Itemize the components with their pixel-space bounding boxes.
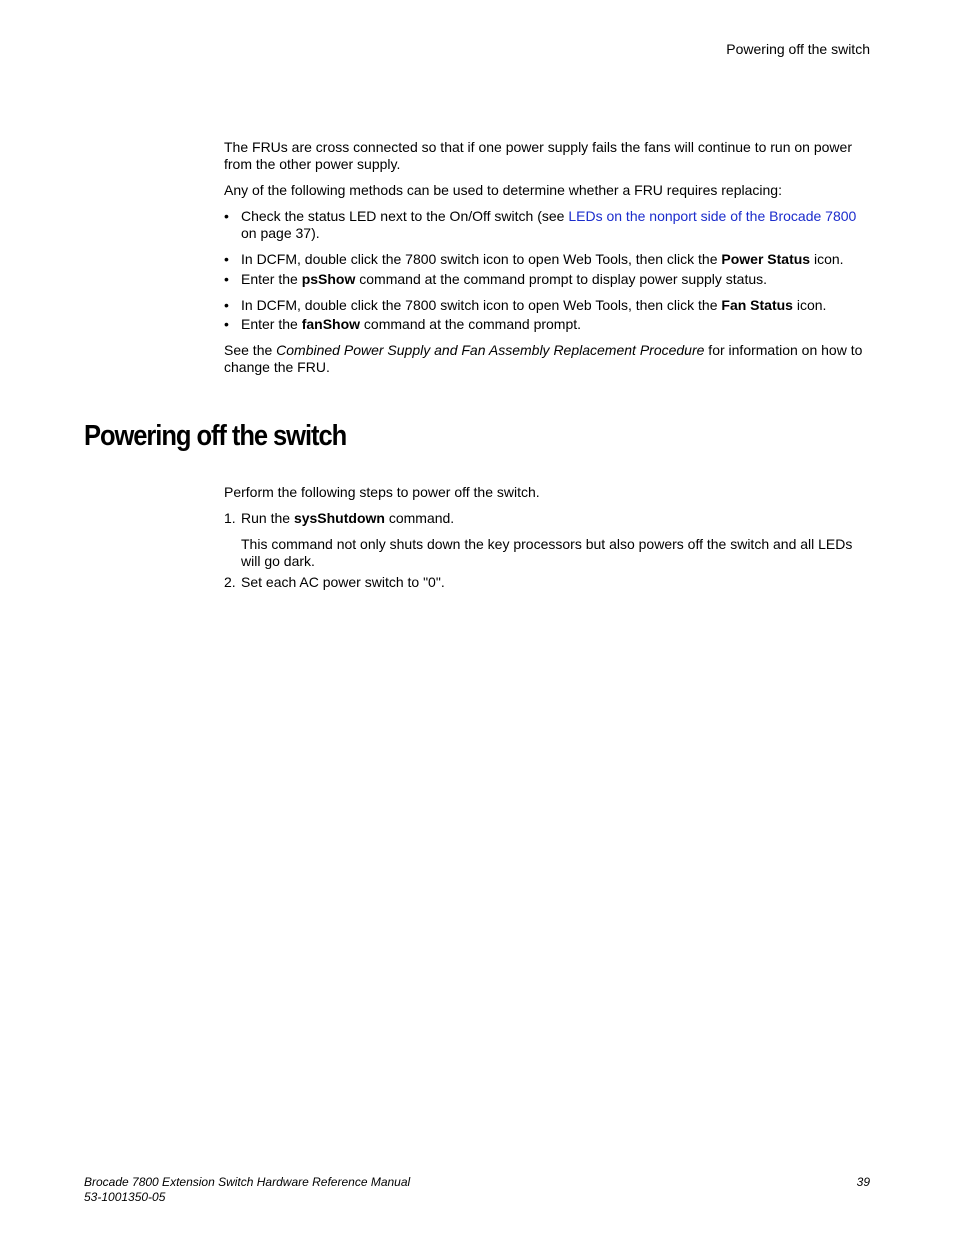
bullet-marker: • bbox=[224, 251, 229, 267]
footer-manual-title: Brocade 7800 Extension Switch Hardware Reference Manual bbox=[84, 1175, 411, 1189]
step-number: 1. bbox=[224, 510, 236, 526]
psshow-command: psShow bbox=[301, 271, 356, 287]
bullet-marker: • bbox=[224, 297, 229, 313]
list-item-text: Enter the psShow command at the command prompt to display power supply status. bbox=[241, 271, 768, 287]
step-text: Run the sysShutdown command. bbox=[241, 510, 455, 526]
intro-paragraph-frus: The FRUs are cross connected so that if one power supply fails the fans will continue to run on power from the other power supply. bbox=[224, 139, 852, 172]
list-item bbox=[224, 251, 870, 268]
bullet-marker: • bbox=[224, 316, 229, 332]
bullet-marker: • bbox=[224, 208, 229, 224]
procedure-title: Combined Power Supply and Fan Assembly Replacement Procedure bbox=[276, 342, 705, 358]
fanshow-command: fanShow bbox=[301, 316, 361, 332]
step-note: This command not only shuts down the key processors but also powers off the switch and all LEDs will go dark. bbox=[241, 536, 853, 569]
step-number: 2. bbox=[224, 574, 236, 590]
running-header: Powering off the switch bbox=[726, 41, 870, 57]
footer-page-number: 39 bbox=[856, 1175, 870, 1189]
bullet-marker: • bbox=[224, 271, 229, 287]
footer-doc-number: 53-1001350-05 bbox=[84, 1190, 166, 1204]
list-item-text: Enter the fanShow command at the command prompt. bbox=[241, 316, 582, 332]
list-item bbox=[224, 316, 870, 333]
section-intro: Perform the following steps to power off the switch. bbox=[224, 484, 540, 500]
section-heading: Powering off the switch bbox=[84, 420, 347, 452]
sysshutdown-command: sysShutdown bbox=[293, 510, 385, 526]
list-item-text: Check the status LED next to the On/Off switch (see LEDs on the nonport side of the Brocade 7800 on page 37). bbox=[241, 208, 857, 241]
list-item bbox=[224, 208, 870, 242]
list-item bbox=[224, 297, 870, 314]
list-item-text: In DCFM, double click the 7800 switch icon to open Web Tools, then click the Fan Status icon. bbox=[241, 297, 827, 313]
intro-paragraph-methods: Any of the following methods can be used to determine whether a FRU requires replacing: bbox=[224, 182, 782, 198]
see-also-paragraph: See the Combined Power Supply and Fan Assembly Replacement Procedure for information on how to change the FRU. bbox=[224, 342, 863, 375]
list-item-text: In DCFM, double click the 7800 switch icon to open Web Tools, then click the Power Status icon. bbox=[241, 251, 844, 267]
power-status-term: Power Status bbox=[721, 251, 811, 267]
step-item bbox=[224, 510, 870, 527]
step-item bbox=[224, 574, 870, 591]
step-text: Set each AC power switch to "0". bbox=[241, 574, 445, 590]
list-item bbox=[224, 271, 870, 288]
leds-nonport-side-link[interactable]: LEDs on the nonport side of the Brocade 7800 bbox=[568, 208, 857, 224]
fan-status-term: Fan Status bbox=[721, 297, 793, 313]
